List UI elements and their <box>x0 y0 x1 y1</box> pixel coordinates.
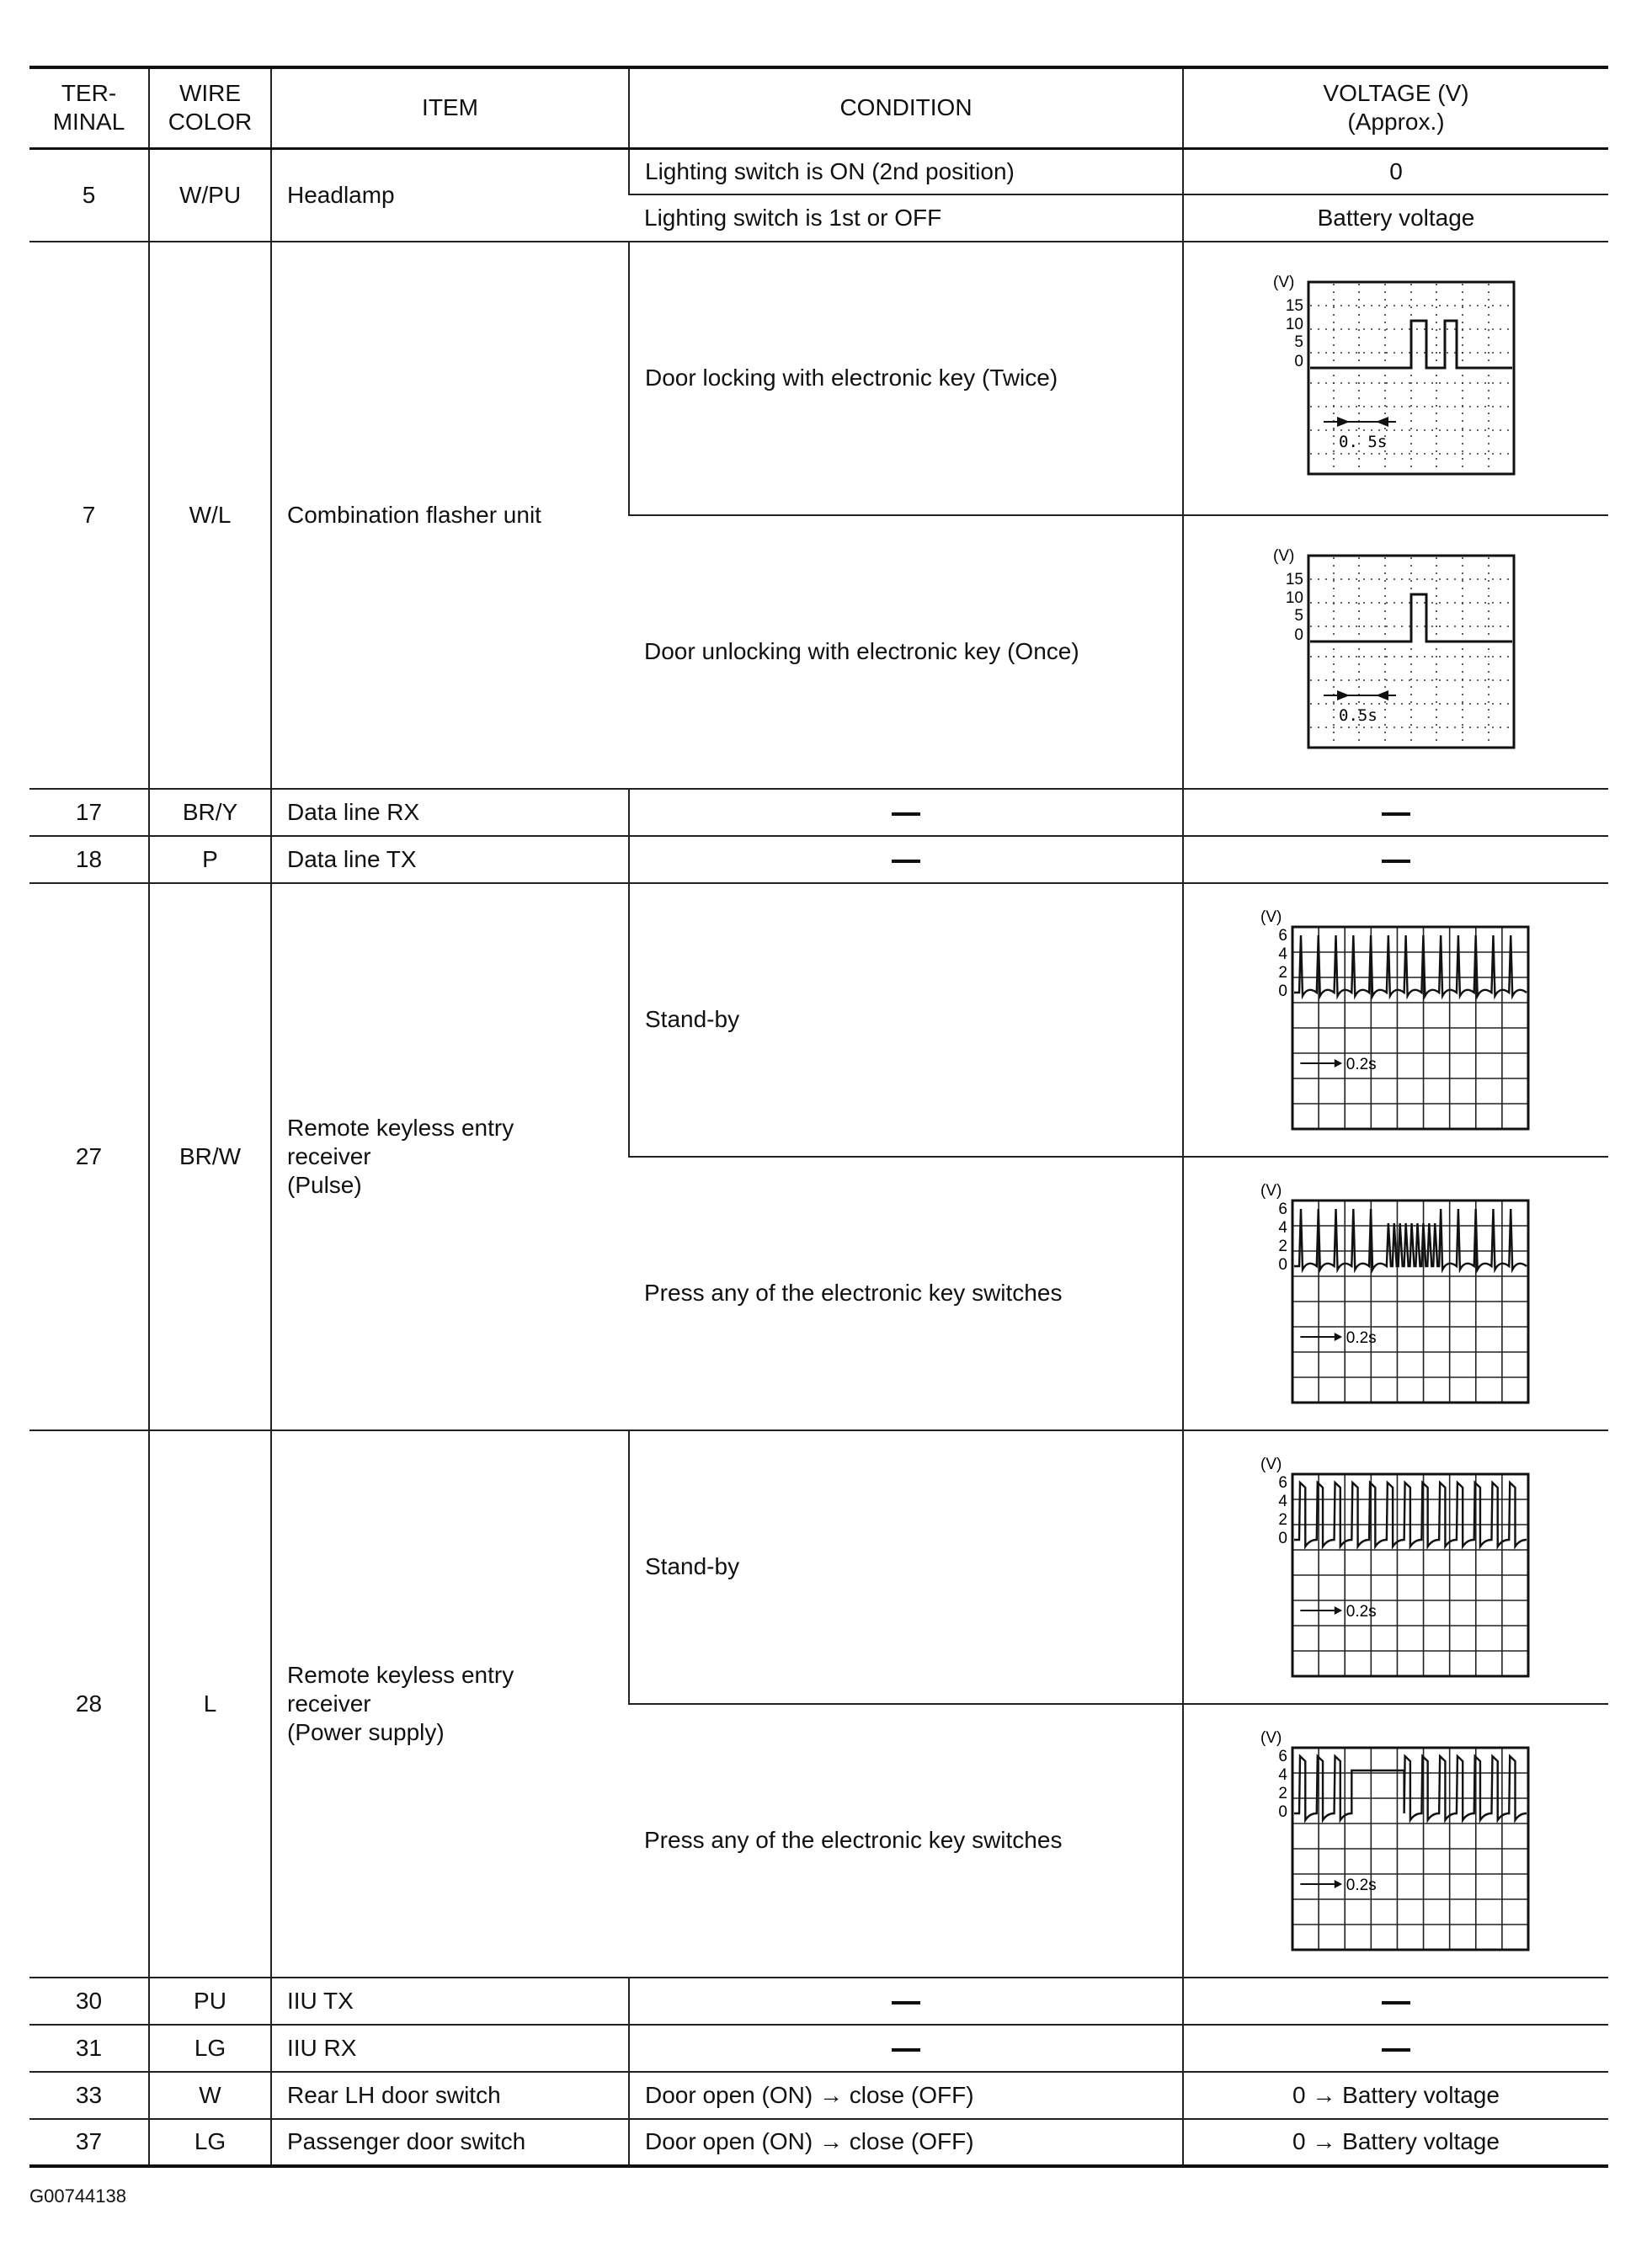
terminal-number: 28 <box>29 1430 149 1978</box>
terminal-number: 37 <box>29 2119 149 2166</box>
scope-tick-label: 6 <box>1278 1747 1287 1765</box>
scope-tick-label: 2 <box>1278 1784 1287 1802</box>
header-row <box>29 67 1608 148</box>
flasher-twice-waveform <box>1270 274 1522 484</box>
condition <box>629 789 1183 836</box>
scope-tick-label: 15 <box>1285 296 1303 315</box>
voltage-waveform-cell <box>1183 515 1608 789</box>
voltage-waveform-cell <box>1183 242 1608 515</box>
table-row <box>29 1430 1608 1704</box>
table-row <box>29 2072 1608 2119</box>
table-row <box>29 1978 1608 2025</box>
terminal-number: 30 <box>29 1978 149 2025</box>
item: Remote keyless entry receiver (Pulse) <box>271 883 629 1430</box>
header-condition: CONDITION <box>629 67 1183 148</box>
waveform-trace <box>1294 1209 1527 1270</box>
waveform-trace <box>1294 1756 1527 1820</box>
voltage: 0 <box>1183 148 1608 194</box>
scope-unit-label: (V) <box>1273 273 1295 291</box>
em-dash-icon <box>892 860 920 863</box>
left-arrow-icon <box>1376 690 1388 700</box>
scope-tick-label: 2 <box>1278 963 1287 982</box>
item: Remote keyless entry receiver (Power supply) <box>271 1430 629 1978</box>
scope-tick-label: 4 <box>1278 1218 1287 1237</box>
scope-time-label: 0. 5s <box>1339 432 1388 451</box>
waveform-trace <box>1310 594 1512 642</box>
right-arrow-icon <box>1335 1059 1342 1067</box>
scope-unit-label: (V) <box>1273 546 1295 565</box>
condition: Press any of the electronic key switches <box>629 1157 1183 1430</box>
item: Passenger door switch <box>271 2119 629 2166</box>
condition <box>629 836 1183 883</box>
item: IIU RX <box>271 2025 629 2072</box>
scope-tick-label: 15 <box>1285 570 1303 588</box>
scope-time-label: 0.5s <box>1339 705 1378 725</box>
scope-time-label: 0.2s <box>1346 1876 1377 1894</box>
scope-time-label: 0.2s <box>1346 1602 1377 1621</box>
power-standby-waveform <box>1257 1454 1535 1681</box>
condition <box>629 2025 1183 2072</box>
wire-color: W/L <box>149 242 271 789</box>
voltage: Battery voltage <box>1183 194 1608 242</box>
condition: Lighting switch is ON (2nd position) <box>629 148 1183 194</box>
terminal-number: 33 <box>29 2072 149 2119</box>
wire-color: LG <box>149 2119 271 2166</box>
table-row <box>29 2119 1608 2166</box>
scope-tick-label: 10 <box>1285 588 1303 607</box>
scope-tick-label: 2 <box>1278 1510 1287 1529</box>
table-row <box>29 242 1608 515</box>
terminal-number: 17 <box>29 789 149 836</box>
voltage <box>1183 836 1608 883</box>
em-dash-icon <box>1382 812 1410 816</box>
scope-unit-label: (V) <box>1260 1455 1282 1473</box>
wire-color: W <box>149 2072 271 2119</box>
wire-color: L <box>149 1430 271 1978</box>
condition: Lighting switch is 1st or OFF <box>629 194 1183 242</box>
condition: Stand-by <box>629 883 1183 1157</box>
terminal-number: 7 <box>29 242 149 789</box>
header-wire-color: WIRE COLOR <box>149 67 271 148</box>
scope-time-label: 0.2s <box>1346 1328 1377 1347</box>
voltage <box>1183 2025 1608 2072</box>
power-pressed-waveform <box>1257 1728 1535 1955</box>
condition <box>629 1978 1183 2025</box>
em-dash-icon <box>892 812 920 816</box>
right-arrow-icon <box>1337 690 1350 700</box>
scope-tick-label: 5 <box>1294 333 1303 351</box>
scope-tick-label: 4 <box>1278 945 1287 963</box>
voltage-waveform-cell <box>1183 1157 1608 1430</box>
pulse-pressed-waveform <box>1257 1180 1535 1408</box>
wire-color: W/PU <box>149 148 271 242</box>
condition: Stand-by <box>629 1430 1183 1704</box>
table-row <box>29 836 1608 883</box>
voltage: 0 → Battery voltage <box>1183 2072 1608 2119</box>
voltage <box>1183 789 1608 836</box>
item: Data line RX <box>271 789 629 836</box>
table-row <box>29 2025 1608 2072</box>
item: Data line TX <box>271 836 629 883</box>
wire-color: BR/Y <box>149 789 271 836</box>
voltage-waveform-cell <box>1183 883 1608 1157</box>
voltage <box>1183 1978 1608 2025</box>
scope-tick-label: 6 <box>1278 926 1287 945</box>
condition: Door unlocking with electronic key (Once) <box>629 515 1183 789</box>
condition: Press any of the electronic key switches <box>629 1704 1183 1978</box>
waveform-trace <box>1294 935 1527 996</box>
right-arrow-icon <box>1337 417 1350 427</box>
scope-tick-label: 2 <box>1278 1237 1287 1255</box>
table-row <box>29 789 1608 836</box>
wire-color: LG <box>149 2025 271 2072</box>
em-dash-icon <box>1382 2048 1410 2052</box>
voltage-waveform-cell <box>1183 1430 1608 1704</box>
header-item: ITEM <box>271 67 629 148</box>
scope-unit-label: (V) <box>1260 1728 1282 1747</box>
scope-tick-label: 0 <box>1278 1529 1287 1547</box>
scope-unit-label: (V) <box>1260 908 1282 926</box>
right-arrow-icon <box>1335 1606 1342 1615</box>
item: IIU TX <box>271 1978 629 2025</box>
header-terminal: TER- MINAL <box>29 67 149 148</box>
scope-tick-label: 0 <box>1278 1255 1287 1274</box>
voltage: 0 → Battery voltage <box>1183 2119 1608 2166</box>
condition: Door locking with electronic key (Twice) <box>629 242 1183 515</box>
wire-color: PU <box>149 1978 271 2025</box>
waveform-trace <box>1294 1483 1527 1547</box>
right-arrow-icon <box>1335 1880 1342 1888</box>
scope-unit-label: (V) <box>1260 1181 1282 1200</box>
voltage-waveform-cell <box>1183 1704 1608 1978</box>
em-dash-icon <box>1382 2001 1410 2004</box>
scope-time-label: 0.2s <box>1346 1055 1377 1073</box>
scope-tick-label: 0 <box>1294 352 1303 370</box>
scope-tick-label: 0 <box>1278 982 1287 1000</box>
terminal-number: 5 <box>29 148 149 242</box>
table-row <box>29 883 1608 1157</box>
figure-code: G00744138 <box>29 2185 126 2207</box>
em-dash-icon <box>1382 860 1410 863</box>
condition: Door open (ON) → close (OFF) <box>629 2119 1183 2166</box>
scope-tick-label: 0 <box>1294 626 1303 644</box>
item: Combination flasher unit <box>271 242 629 789</box>
em-dash-icon <box>892 2001 920 2004</box>
scope-tick-label: 5 <box>1294 606 1303 625</box>
left-arrow-icon <box>1376 417 1388 427</box>
scope-tick-label: 4 <box>1278 1765 1287 1784</box>
terminal-spec-table <box>29 66 1608 2168</box>
condition: Door open (ON) → close (OFF) <box>629 2072 1183 2119</box>
wire-color: BR/W <box>149 883 271 1430</box>
scope-tick-label: 6 <box>1278 1200 1287 1218</box>
header-voltage: VOLTAGE (V) (Approx.) <box>1183 67 1608 148</box>
wire-color: P <box>149 836 271 883</box>
terminal-number: 27 <box>29 883 149 1430</box>
scope-tick-label: 6 <box>1278 1473 1287 1492</box>
pulse-standby-waveform <box>1257 907 1535 1134</box>
terminal-number: 18 <box>29 836 149 883</box>
flasher-once-waveform <box>1270 547 1522 758</box>
scope-tick-label: 0 <box>1278 1802 1287 1821</box>
scope-tick-label: 4 <box>1278 1492 1287 1510</box>
terminal-number: 31 <box>29 2025 149 2072</box>
table-row <box>29 148 1608 194</box>
waveform-trace <box>1310 321 1512 368</box>
scope-tick-label: 10 <box>1285 315 1303 333</box>
item: Rear LH door switch <box>271 2072 629 2119</box>
em-dash-icon <box>892 2048 920 2052</box>
right-arrow-icon <box>1335 1333 1342 1341</box>
item: Headlamp <box>271 148 629 242</box>
